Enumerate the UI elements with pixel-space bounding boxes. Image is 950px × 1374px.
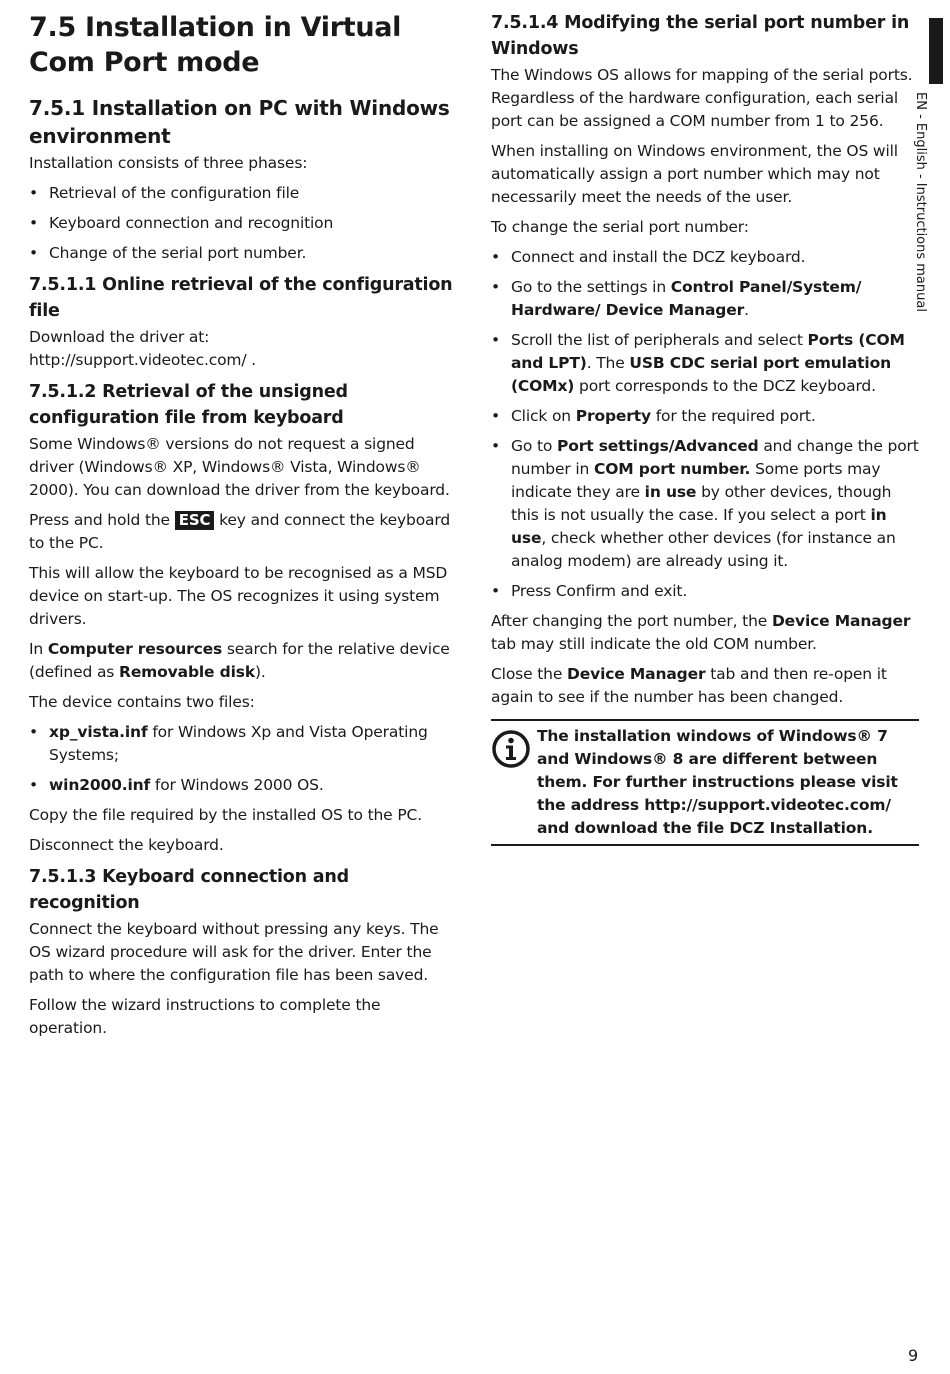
paragraph: Some Windows® versions do not request a signed driver (Windows® XP, Windows® Vista, Windows® 2000). You can download the driver from the keyboard. [29,435,450,499]
list-item: • win2000.inf for Windows 2000 OS. [29,774,457,797]
paragraph: Press and hold the ESC key and connect the keyboard to the PC. [29,511,451,552]
heading-7-5-1-4: 7.5.1.4 Modifying the serial port number in Windows [491,13,910,59]
note-text: The installation windows of Windows® 7 and Windows® 8 are different between them. For further instructions please visit the address http://support.videotec.com/ and download the file DCZ Installation. [537,727,898,837]
paragraph: Close the Device Manager tab and then re-open it again to see if the number has been changed. [491,665,887,706]
right-column [491,10,919,846]
support-url[interactable]: http://support.videotec.com/ . [29,351,257,369]
esc-key-label: ESC [175,511,215,530]
list-item: • xp_vista.inf for Windows Xp and Vista Operating Systems; [29,721,457,767]
download-label: Download the driver at: [29,328,210,346]
paragraph: When installing on Windows environment, the OS will automatically assign a port number which may not necessarily meet the needs of the user. [491,142,898,206]
bold-term: in use [644,483,697,501]
paragraph: This will allow the keyboard to be recognised as a MSD device on start-up. The OS recognizes it using system drivers. [29,564,448,628]
paragraph: Follow the wizard instructions to complete the operation. [29,996,381,1037]
file-name: xp_vista.inf [49,723,148,741]
info-icon [491,725,537,840]
heading-7-5-1-1: 7.5.1.1 Online retrieval of the configuration file [29,275,453,321]
paragraph: After changing the port number, the Device Manager tab may still indicate the old COM number. [491,612,911,653]
heading-7-5-1-3: 7.5.1.3 Keyboard connection and recognition [29,867,349,913]
bold-term: Device Manager [567,665,706,683]
left-column [29,10,457,1047]
bold-term: Removable disk [119,663,256,681]
list-item: • Go to the settings in Control Panel/System/ Hardware/ Device Manager. [491,276,919,322]
sidebar-tab-marker [929,18,943,84]
list-item: • Retrieval of the configuration file [29,182,457,205]
bold-term: Control Panel/System/ Hardware/ Device Manager [511,278,862,319]
list-item: • Keyboard connection and recognition [29,212,457,235]
phases-list [29,182,457,265]
list-item: • Go to Port settings/Advanced and change the port number in COM port number. Some ports may indicate they are in use by other devices, though this is not usually the case. If you select a port in use, check whether other devices (for instance an analog modem) are already using it. [491,435,919,573]
paragraph: To change the serial port number: [491,218,749,236]
list-item: • Connect and install the DCZ keyboard. [491,246,919,269]
paragraph: In Computer resources search for the relative device (defined as Removable disk). [29,640,450,681]
bold-term: in use [511,506,887,547]
bold-term: Ports (COM and LPT) [511,331,905,372]
paragraph: The Windows OS allows for mapping of the serial ports. Regardless of the hardware configuration, each serial port can be assigned a COM number from 1 to 256. [491,66,913,130]
note-box [491,719,919,846]
paragraph: The device contains two files: [29,693,255,711]
bold-term: Property [575,407,651,425]
section-title: 7.5 Installation in Virtual Com Port mode [29,12,402,78]
bold-term: Device Manager [771,612,911,630]
bold-term: USB CDC serial port emulation (COMx) [511,354,891,395]
steps-list [491,246,919,603]
bold-term: Computer resources [47,640,223,658]
files-list [29,721,457,797]
file-name: win2000.inf [49,776,151,794]
page-number: 9 [908,1346,919,1365]
bold-term: Port settings/Advanced [557,437,759,455]
heading-7-5-1: 7.5.1 Installation on PC with Windows environment [29,96,450,148]
list-item: • Scroll the list of peripherals and select Ports (COM and LPT). The USB CDC serial port emulation (COMx) port corresponds to the DCZ keyboard. [491,329,919,398]
paragraph: Copy the file required by the installed OS to the PC. [29,806,422,824]
heading-7-5-1-2: 7.5.1.2 Retrieval of the unsigned configuration file from keyboard [29,382,348,428]
intro-text: Installation consists of three phases: [29,154,308,172]
paragraph: Disconnect the keyboard. [29,836,224,854]
list-item: • Click on Property for the required port. [491,405,919,428]
bold-term: COM port number. [593,460,751,478]
download-text [29,326,457,372]
sidebar-language-label: EN - English - Instructions manual [913,92,928,312]
paragraph: Connect the keyboard without pressing any keys. The OS wizard procedure will ask for the driver. Enter the path to where the configuration file has been saved. [29,920,439,984]
list-item: • Press Confirm and exit. [491,580,919,603]
list-item: • Change of the serial port number. [29,242,457,265]
